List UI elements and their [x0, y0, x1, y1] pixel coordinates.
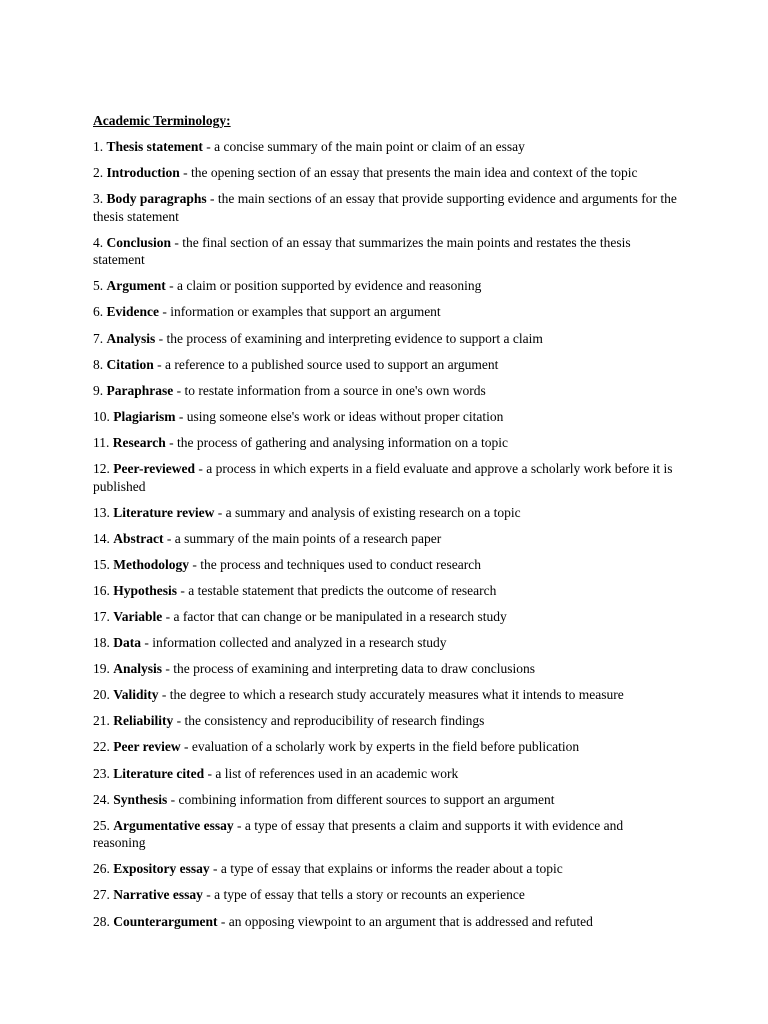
term-definition: a claim or position supported by evidence and reasoning [177, 278, 482, 294]
term-name: Argumentative essay [113, 817, 234, 833]
term-number: 6. [93, 304, 104, 320]
term-number: 15. [93, 556, 110, 572]
term-name: Validity [113, 687, 159, 703]
term-definition: the opening section of an essay that presents the main idea and context of the topic [191, 165, 638, 181]
term-name: Research [112, 434, 166, 450]
term-definition: using someone else's work or ideas without proper citation [186, 408, 504, 424]
term-name: Peer review [113, 739, 181, 755]
term-item: 3. Body paragraphs - the main sections of an essay that provide supporting evidence and arguments for the thesis statement [93, 191, 677, 224]
term-number: 21. [93, 713, 110, 729]
terminology-list [93, 138, 678, 930]
term-item: 4. Conclusion - the final section of an essay that summarizes the main points and restates the thesis statement [93, 234, 631, 268]
term-number: 3. [93, 191, 104, 207]
term-definition: a reference to a published source used to support an argument [165, 356, 499, 372]
term-name: Paraphrase [106, 382, 174, 398]
term-definition: the degree to which a research study accurately measures what it intends to measure [169, 687, 624, 703]
term-item: 18. Data - information collected and analyzed in a research study [93, 635, 447, 651]
term-name: Methodology [113, 556, 189, 572]
term-number: 8. [93, 356, 104, 372]
term-definition: a summary of the main points of a research paper [174, 530, 442, 546]
term-name: Citation [106, 356, 154, 372]
term-item: 21. Reliability - the consistency and reproducibility of research findings [93, 713, 485, 729]
term-number: 27. [93, 887, 110, 903]
term-number: 24. [93, 791, 110, 807]
term-definition: evaluation of a scholarly work by experts in the field before publication [191, 739, 580, 755]
term-definition: the process of examining and interpreting evidence to support a claim [166, 330, 543, 346]
term-definition: a concise summary of the main point or claim of an essay [214, 139, 525, 154]
term-number: 13. [93, 504, 110, 520]
term-name: Synthesis [113, 791, 168, 807]
term-name: Data [113, 635, 141, 651]
term-item: 23. Literature cited - a list of references used in an academic work [93, 765, 459, 781]
term-item: 2. Introduction - the opening section of an essay that presents the main idea and context of the topic [93, 165, 638, 181]
term-name: Literature cited [113, 765, 205, 781]
term-number: 2. [93, 165, 104, 181]
term-number: 14. [93, 530, 110, 546]
term-definition: an opposing viewpoint to an argument that is addressed and refuted [228, 913, 593, 929]
term-item: 15. Methodology - the process and techniques used to conduct research [93, 556, 482, 572]
term-number: 28. [93, 913, 110, 929]
term-name: Argument [106, 278, 166, 294]
term-number: 17. [93, 609, 110, 624]
term-definition: the main sections of an essay that provide supporting evidence and arguments for the thesis statement [93, 191, 677, 224]
term-name: Variable [113, 609, 163, 624]
term-definition: a summary and analysis of existing research on a topic [225, 504, 521, 520]
term-item: 7. Analysis - the process of examining and interpreting evidence to support a claim [93, 330, 543, 346]
term-definition: a type of essay that tells a story or recounts an experience [214, 887, 525, 903]
term-number: 18. [93, 635, 110, 651]
term-definition: information collected and analyzed in a research study [152, 635, 447, 651]
term-definition: a type of essay that explains or informs the reader about a topic [220, 861, 563, 877]
term-definition: a testable statement that predicts the outcome of research [188, 582, 497, 598]
term-definition: combining information from different sources to support an argument [178, 791, 555, 807]
term-item: 5. Argument - a claim or position supported by evidence and reasoning [93, 278, 482, 294]
term-definition: information or examples that support an argument [170, 304, 441, 320]
term-definition: a list of references used in an academic work [215, 765, 459, 781]
term-item: 17. Variable - a factor that can change or be manipulated in a research study [93, 609, 507, 624]
term-number: 26. [93, 861, 110, 877]
term-item: 8. Citation - a reference to a published source used to support an argument [93, 356, 499, 372]
term-definition: a process in which experts in a field evaluate and approve a scholarly work before it is published [93, 461, 673, 494]
term-name: Introduction [106, 165, 180, 181]
term-name: Analysis [113, 661, 163, 677]
term-name: Expository essay [113, 861, 210, 877]
term-name: Literature review [113, 504, 215, 520]
term-item: 24. Synthesis - combining information from different sources to support an argument [93, 791, 555, 807]
term-name: Plagiarism [113, 408, 176, 424]
term-name: Narrative essay [113, 887, 203, 903]
term-name: Hypothesis [113, 582, 178, 598]
term-item: 25. Argumentative essay - a type of essay that presents a claim and supports it with evidence and reasoning [93, 817, 624, 851]
term-number: 1. [93, 139, 104, 154]
term-item: 27. Narrative essay - a type of essay that tells a story or recounts an experience [93, 887, 525, 903]
term-number: 9. [93, 382, 104, 398]
term-name: Conclusion [106, 234, 172, 250]
term-name: Evidence [106, 304, 159, 320]
term-item: 6. Evidence - information or examples that support an argument [93, 304, 441, 320]
term-item: 10. Plagiarism - using someone else's work or ideas without proper citation [93, 408, 504, 424]
term-number: 5. [93, 278, 104, 294]
term-item: 12. Peer-reviewed - a process in which experts in a field evaluate and approve a scholarly work before it is published [93, 461, 673, 494]
term-definition: the process of examining and interpreting data to draw conclusions [173, 661, 536, 677]
term-name: Analysis [106, 330, 156, 346]
term-item: 9. Paraphrase - to restate information from a source in one's own words [93, 382, 486, 398]
term-definition: a factor that can change or be manipulated in a research study [173, 609, 507, 624]
term-name: Thesis statement [106, 139, 203, 154]
term-name: Body paragraphs [106, 191, 207, 207]
term-definition: to restate information from a source in one's own words [184, 382, 486, 398]
term-item: 16. Hypothesis - a testable statement that predicts the outcome of research [93, 582, 497, 598]
term-definition: a type of essay that presents a claim and supports it with evidence and reasoning [93, 817, 624, 851]
term-item: 26. Expository essay - a type of essay that explains or informs the reader about a topic [93, 861, 563, 877]
term-number: 12. [93, 461, 110, 477]
term-number: 19. [93, 661, 110, 677]
term-number: 23. [93, 765, 110, 781]
document-title: Academic Terminology: [93, 113, 231, 128]
term-item: 14. Abstract - a summary of the main points of a research paper [93, 530, 442, 546]
term-number: 7. [93, 330, 104, 346]
term-item: 20. Validity - the degree to which a research study accurately measures what it intends to measure [93, 687, 624, 703]
term-number: 4. [93, 234, 104, 250]
document-page [93, 112, 678, 939]
term-number: 16. [93, 582, 110, 598]
term-name: Counterargument [113, 913, 218, 929]
term-item: 28. Counterargument - an opposing viewpoint to an argument that is addressed and refuted [93, 913, 593, 929]
term-name: Peer-reviewed [113, 461, 195, 477]
term-item: 13. Literature review - a summary and analysis of existing research on a topic [93, 504, 521, 520]
term-definition: the consistency and reproducibility of research findings [184, 713, 485, 729]
term-definition: the process and techniques used to conduct research [200, 556, 482, 572]
term-definition: the final section of an essay that summarizes the main points and restates the thesis statement [93, 234, 631, 268]
term-name: Reliability [113, 713, 174, 729]
term-number: 25. [93, 817, 110, 833]
term-number: 10. [93, 408, 110, 424]
term-number: 22. [93, 739, 110, 755]
term-item: 1. Thesis statement - a concise summary of the main point or claim of an essay [93, 139, 525, 154]
term-number: 20. [93, 687, 110, 703]
term-name: Abstract [113, 530, 164, 546]
term-item: 19. Analysis - the process of examining and interpreting data to draw conclusions [93, 661, 536, 677]
term-item: 22. Peer review - evaluation of a scholarly work by experts in the field before publication [93, 739, 580, 755]
term-number: 11. [93, 434, 110, 450]
term-definition: the process of gathering and analysing information on a topic [177, 434, 509, 450]
term-item: 11. Research - the process of gathering and analysing information on a topic [93, 434, 509, 450]
